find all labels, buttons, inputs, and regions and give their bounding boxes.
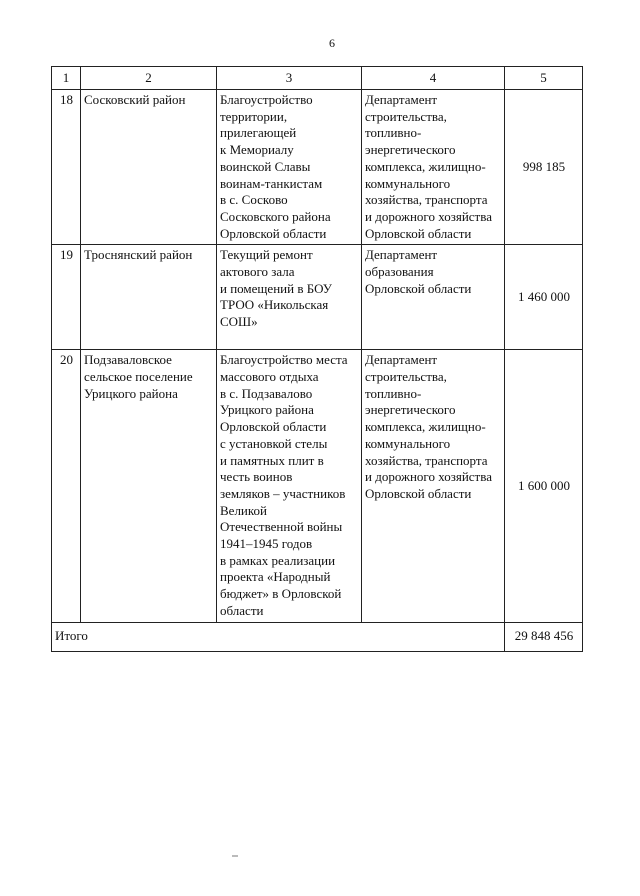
district-cell: Подзаваловское сельское поселение Урицкого района [81,350,217,622]
header-cell-2: 2 [81,67,217,90]
total-label: Итого [52,622,505,651]
work-description-cell: Текущий ремонт актового зала и помещений в БОУ ТРОО «Никольская СОШ» [217,245,362,350]
amount-cell: 1 600 000 [505,350,583,622]
work-description-cell: Благоустройство места массового отдыха в с. Подзавалово Урицкого района Орловской области с установкой стелы и памятных плит в честь воинов земляков – участников Великой Отечественной войны 1941–1945 годов в рамках реализации проекта «Народный бюджет» в Орловской области [217,350,362,622]
header-cell-3: 3 [217,67,362,90]
row-number: 19 [52,245,81,350]
department-cell: Департамент строительства, топливно- энергетического комплекса, жилищно- коммунального хозяйства, транспорта и дорожного хозяйства Орловской области [362,90,505,245]
district-cell: Троснянский район [81,245,217,350]
work-description-cell: Благоустройство территории, прилегающей к Мемориалу воинской Славы воинам-танкистам в с. Сосково Сосковского района Орловской области [217,90,362,245]
scan-speck [232,855,238,857]
table-header-row [52,67,583,90]
amount-cell: 998 185 [505,90,583,245]
row-number: 20 [52,350,81,622]
page-number: 6 [329,36,335,50]
total-row [52,622,583,651]
department-cell: Департамент образования Орловской области [362,245,505,350]
total-amount: 29 848 456 [505,622,583,651]
header-cell-4: 4 [362,67,505,90]
table-row [52,350,583,622]
header-cell-5: 5 [505,67,583,90]
amount-cell: 1 460 000 [505,245,583,350]
funding-table [51,66,583,652]
district-cell: Сосковский район [81,90,217,245]
department-cell: Департамент строительства, топливно- энергетического комплекса, жилищно- коммунального хозяйства, транспорта и дорожного хозяйства Орловской области [362,350,505,622]
table-row [52,90,583,245]
header-cell-1: 1 [52,67,81,90]
row-number: 18 [52,90,81,245]
table-row [52,245,583,350]
